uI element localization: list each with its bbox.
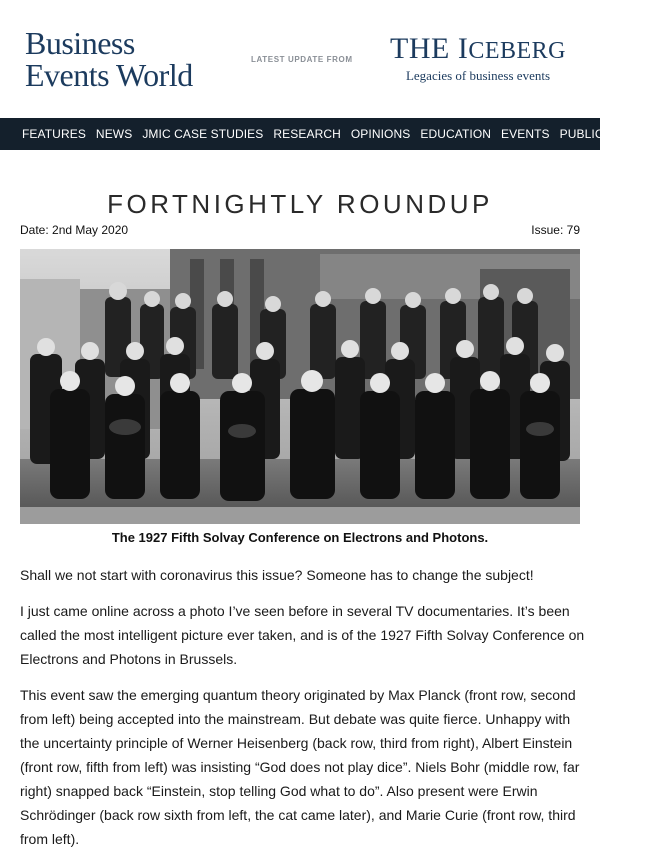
- iceberg-title: THE ICEBERG: [390, 32, 566, 65]
- site-header: [0, 0, 600, 118]
- nav-item-events[interactable]: EVENTS: [501, 127, 550, 141]
- group-photo-image: [20, 249, 580, 524]
- latest-update-label: LATEST UPDATE FROM: [251, 55, 353, 64]
- main-nav: [0, 118, 648, 150]
- article-paragraph-1: Shall we not start with coronavirus this issue? Someone has to change the subject!: [20, 567, 534, 583]
- business-events-world-logo[interactable]: [25, 27, 193, 91]
- page-title: FORTNIGHTLY ROUNDUP: [107, 189, 493, 220]
- issue-date: Date: 2nd May 2020: [20, 223, 129, 237]
- logo-left-line2: Events World: [25, 57, 193, 93]
- iceberg-tagline: Legacies of business events: [405, 68, 551, 83]
- solvay-conference-photo: [20, 249, 580, 524]
- issue-number: Issue: 79: [531, 223, 580, 237]
- the-iceberg-logo[interactable]: [383, 33, 573, 84]
- nav-item-research[interactable]: RESEARCH: [273, 127, 341, 141]
- nav-item-features[interactable]: FEATURES: [22, 127, 86, 141]
- nav-item-news[interactable]: NEWS: [95, 127, 133, 141]
- article-paragraph-3: This event saw the emerging quantum theory originated by Max Planck (front row, second from left) being accepted into the mainstream. But debate was quite fierce. Unhappy with the uncertainty principle of Werner Heisenberg (back row, third from right), Albert Einstein (front row, fifth from left) was insisting “God does not play dice”. Niels Bohr (middle row, far right) snapped back “Einstein, stop telling God what to do”. Also present were Erwin Schrödinger (back row sixth from left, the cat came later), and Marie Curie (front row, third from left).: [20, 687, 580, 847]
- article-body: [20, 563, 585, 863]
- nav-item-jmic-case-studies[interactable]: JMIC CASE STUDIES: [142, 127, 264, 141]
- nav-item-opinions[interactable]: OPINIONS: [350, 127, 411, 141]
- nav-item-education[interactable]: EDUCATION: [420, 127, 492, 141]
- article-paragraph-2: I just came online across a photo I’ve seen before in several TV documentaries. It’s been called the most intelligent picture ever taken, and is of the 1927 Fifth Solvay Conference on Electrons and Photons in Brussels.: [20, 603, 585, 667]
- logo-left-line1: Business: [25, 25, 135, 61]
- nav-item-publications[interactable]: PUBLICATIONS: [559, 127, 648, 141]
- photo-caption: The 1927 Fifth Solvay Conference on Electrons and Photons.: [111, 530, 489, 545]
- issue-meta: [20, 223, 580, 237]
